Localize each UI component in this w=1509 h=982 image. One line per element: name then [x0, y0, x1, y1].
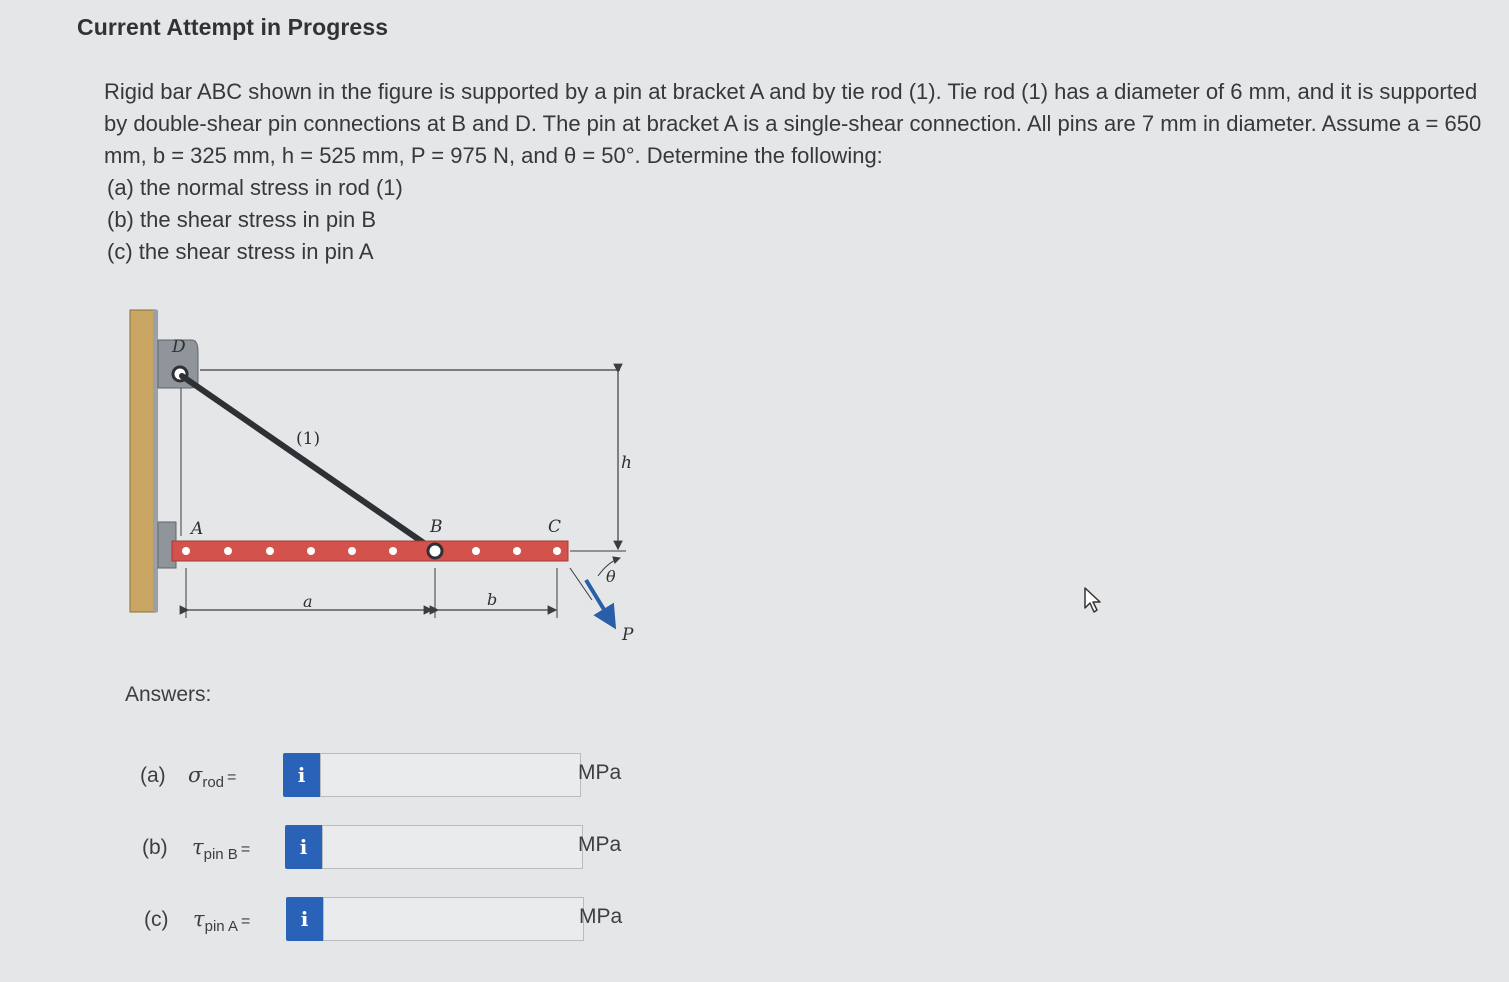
tau-symbol: τ: [193, 907, 205, 931]
answer-symbol: [193, 907, 250, 935]
sigma-symbol: σ: [188, 763, 203, 787]
unit-label: MPa: [579, 905, 623, 928]
pin-b-icon: [428, 544, 442, 558]
bar-hole: [224, 547, 232, 555]
label-h: h: [621, 453, 632, 473]
problem-intro: Rigid bar ABC shown in the figure is supported by a pin at bracket A and by tie rod (1). Tie rod (1) has a diameter of 6 mm, and it is supported by double-shear pin connections at B and D. The pin at bracket A is a single-shear connection. All pins are 7 mm in diameter. Assume a = 650 mm, b = 325 mm, h = 525 mm, P = 975 N, and θ = 50°. Determine the following:: [104, 79, 1482, 168]
label-rod: (1): [296, 429, 321, 449]
unit-label: MPa: [578, 833, 622, 856]
problem-part-c: (c) the shear stress in pin A: [107, 239, 374, 264]
page-title: Current Attempt in Progress: [77, 14, 389, 40]
label-c: C: [548, 517, 562, 537]
answer-part-label: (b): [142, 836, 168, 859]
label-b: B: [430, 517, 443, 537]
tie-rod: [182, 376, 434, 550]
label-p: P: [622, 625, 634, 645]
bar-hole: [553, 547, 561, 555]
tau-symbol: τ: [192, 835, 204, 859]
answers-label: Answers:: [125, 683, 212, 706]
symbol-subscript: pin A: [204, 918, 238, 936]
info-button[interactable]: i: [285, 825, 322, 869]
bar-hole: [266, 547, 274, 555]
label-d: D: [172, 337, 186, 357]
label-b-dimension: b: [487, 590, 498, 609]
answer-part-label: (a): [140, 764, 166, 787]
label-a: A: [191, 519, 204, 539]
problem-part-a: (a) the normal stress in rod (1): [107, 175, 403, 200]
problem-part-b: (b) the shear stress in pin B: [107, 207, 377, 232]
answer-symbol: [192, 835, 250, 863]
equals-sign: =: [241, 913, 251, 930]
answer-input-a[interactable]: [320, 753, 581, 797]
problem-figure: [120, 300, 660, 660]
answer-input-b[interactable]: [322, 825, 583, 869]
answer-symbol: [188, 763, 236, 791]
bar-hole: [182, 547, 190, 555]
wall: [130, 310, 156, 612]
info-button[interactable]: i: [286, 897, 323, 941]
wall-edge: [153, 310, 158, 612]
answer-input-c[interactable]: [323, 897, 584, 941]
unit-label: MPa: [578, 761, 622, 784]
answer-row-c: [0, 897, 700, 943]
symbol-subscript: pin B: [203, 846, 238, 864]
bar-hole: [472, 547, 480, 555]
answer-row-a: [0, 753, 700, 799]
answer-part-label: (c): [144, 908, 169, 931]
symbol-subscript: rod: [202, 774, 225, 792]
bar-hole: [348, 547, 356, 555]
info-button[interactable]: i: [283, 753, 320, 797]
bar-hole: [307, 547, 315, 555]
load-p-arrow: [586, 580, 614, 626]
problem-statement: [104, 76, 1484, 268]
mouse-pointer-shape: [1085, 588, 1100, 612]
bar-hole: [389, 547, 397, 555]
equals-sign: =: [240, 841, 251, 858]
equals-sign: =: [227, 769, 237, 786]
bar-hole: [513, 547, 521, 555]
answer-row-b: [0, 825, 700, 871]
mouse-pointer-icon: [1083, 586, 1105, 614]
label-a-dimension: a: [303, 592, 313, 611]
label-theta: θ: [606, 567, 616, 586]
